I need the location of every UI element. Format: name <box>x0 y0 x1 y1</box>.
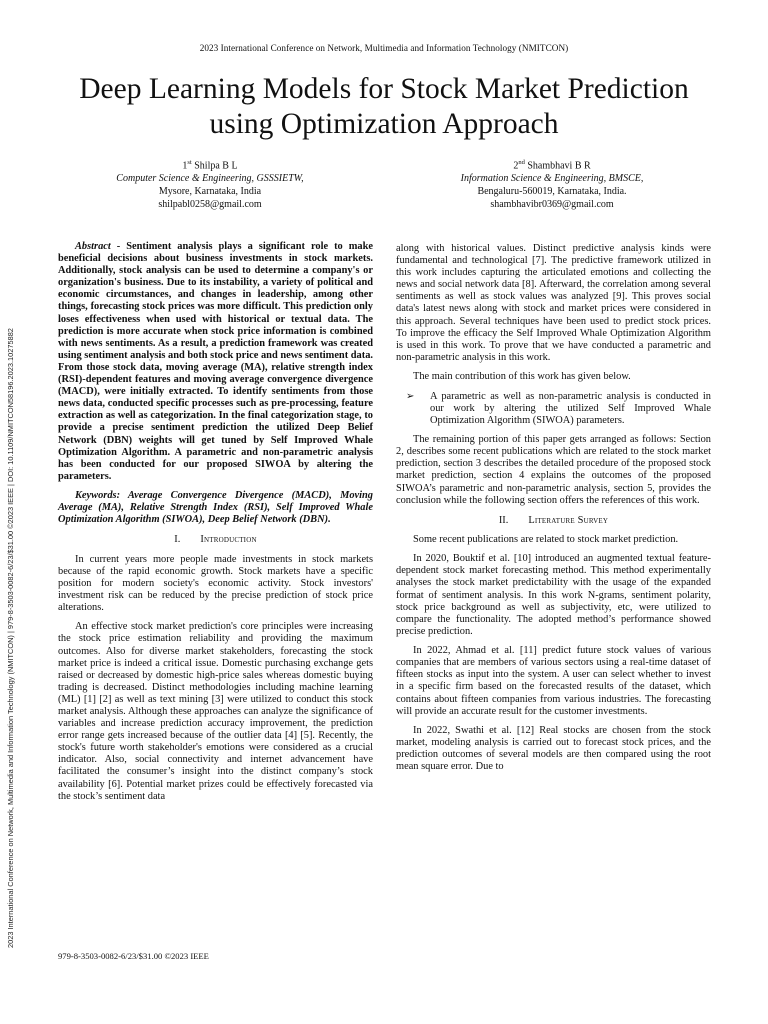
abstract-label: Abstract <box>75 241 111 252</box>
right-column <box>396 243 711 781</box>
author-email: shilpabl0258@gmail.com <box>158 199 262 211</box>
paragraph: Some recent publications are related to stock market prediction. <box>413 533 679 545</box>
author-name: Shilpa B L <box>194 160 238 172</box>
paper-title <box>30 72 738 142</box>
author-location: Mysore, Karnataka, India <box>158 186 262 198</box>
left-column <box>58 241 373 810</box>
author-ordinal: 2 <box>513 160 519 172</box>
section-title: Literature Survey <box>528 514 609 526</box>
author-email: shambhavibr0369@gmail.com <box>490 199 614 211</box>
section-heading-introduction <box>58 534 373 546</box>
title-line-2: using Optimization Approach <box>209 108 559 140</box>
author-location: Bengaluru-560019, Karnataka, India. <box>477 186 627 198</box>
author-ordinal: 1 <box>182 160 188 172</box>
section-number: I. <box>174 534 181 546</box>
author-ordinal-suffix: nd <box>518 159 525 166</box>
section-number: II. <box>498 514 509 526</box>
arrow-bullet-icon: ➢ <box>406 390 415 402</box>
paragraph: The main contribution of this work has given below. <box>413 371 631 383</box>
paragraph: along with historical values. Distinct predictive analysis kinds were fundamental and technological [7]. The predictive framework utilized in this work includes capturing the articulated emotions and collecting the news and social network data [8]. Afterward, the correlation among several sentiments as well as stock values was analyzed [9]. This proves social data's latest news along with stock and market prices were considered in this approach. Several techniques have been used to predict stock prices. To improve the efficacy the Self Improved Whale Optimization Algorithm is used in this work. To prove that we have conducted a parametric and non-parametric analysis in this work. <box>396 243 711 363</box>
contribution-list-item <box>396 391 711 427</box>
paragraph: In current years more people made investments in stock markets because of the rapid economic growth. Stock markets have a specific position for modern society's economic activity. Stock investors' investment risk can be reduced by the precise prediction of stock price alterations. <box>58 553 373 613</box>
paragraph: In 2022, Ahmad et al. [11] predict future stock values of various companies that are members of various sectors using a real-time dataset of fifteen stocks as input into the system. A user can select whether to invest in a specific firm based on the forecasted results of the dataset, which contains about fifteen companies from various industries. The forecasting will provide an accurate result for the customer investments. <box>396 645 711 717</box>
title-line-1: Deep Learning Models for Stock Market Prediction <box>79 73 689 105</box>
author-affiliation: Information Science & Engineering, BMSCE, <box>460 173 644 185</box>
author-ordinal-suffix: st <box>187 159 192 166</box>
author-block-1 <box>70 156 350 211</box>
author-name-line <box>412 156 692 172</box>
paragraph: An effective stock market prediction's core principles were increasing the stock price estimation reliability and providing the maximum outcomes. Also for diverse market stakeholders, forecasting the stock market price is indeed a critical issue. Domestic purchasing exchange gets raised or decreased by domestic high-price sales whereas domestic buying trading is decreased. Distinct methodologies including machine learning (ML) [1] [2] as well as text mining [3] were utilized to conduct this stock market analysis. Although these approaches can analyze the significance of variables and increase prediction accuracy improvement, the prediction error range gets increased because of the outlier data [4] [5]. Recently, the stock's future worth stakeholder's emotions were considered as a crucial indicator. Also, social connectivity and internet advancement have facilitated the consumer’s insight into the distinct company’s stock availability [6]. Potential market prizes could be effectively forecasted via the stock’s sentiment data <box>58 621 373 802</box>
list-item-text: A parametric as well as non-parametric analysis is conducted in our work by altering the utilized Self Improved Whale Optimization Algorithm (SIWOA) parameters. <box>430 390 711 426</box>
author-name: Shambhavi B R <box>527 160 591 172</box>
doi-sidebar: 2023 International Conference on Network, Multimedia and Information Technology (NMITCON) | 979-8-3503-0082-6/23/$31.00 ©2023 IEEE | DOI: 10.1109/NMITCON58196.2023.10275882 <box>6 328 15 948</box>
section-title: Introduction <box>200 534 257 546</box>
author-name-line <box>70 156 350 172</box>
section-heading-literature-survey <box>396 515 711 527</box>
author-affiliation: Computer Science & Engineering, GSSSIETW, <box>116 173 304 185</box>
copyright-footer: 979-8-3503-0082-6/23/$31.00 ©2023 IEEE <box>58 951 209 961</box>
conference-header: 2023 International Conference on Network, Multimedia and Information Technology (NMITCON) <box>199 43 569 53</box>
paragraph: The remaining portion of this paper gets arranged as follows: Section 2, describes some recent publications which are related to the stock market prediction, section 3 describes the detailed procedure of the proposed stock market prediction, section 4 explains the outcomes of the proposed SIWOA’s parametric and non-parametric analysis, section 5, provides the conclusion while the following section offers the references of this work. <box>396 434 711 506</box>
keywords: Keywords: Average Convergence Divergence (MACD), Moving Average (MA), Relative Strength Index (RSI), Self Improved Whale Optimization Algorithm (SIWOA), Deep Belief Network (DBN). <box>58 490 373 526</box>
abstract-text: - Sentiment analysis plays a significant role to make beneficial decisions about business investments in stock markets. Additionally, stock analysis can be used to determine a company's or organization's business. Due to its instability, a variety of political and economic circumstances, and changes in leadership, among other things, forecasting stock prices was more difficult. This prediction only loses effectiveness when used with historical or textual data. The prediction is more accurate when stock price information is combined with news sentiments. As a result, a prediction framework was created using sentiment analysis and both stock price and news sentiment data. From those stock data, moving average (MA), relative strength index (RSI)-dependent features and moving average convergence divergence (MACD), were initially extracted. To identify sentiments from those news data, conducted specific processes such as pre-processing, feature extraction as well as categorization. In the final categorization stage, to provide a precise sentiment prediction the utilized Deep Belief Network (DBN) weights will get tuned by Self Improved Whale Optimization Algorithm. A parametric and non-parametric analysis has been conducted for our proposed SIWOA by altering the parameters. <box>58 241 373 482</box>
abstract <box>58 241 373 483</box>
paragraph: In 2022, Swathi et al. [12] Real stocks are chosen from the stock market, modeling analysis is carried out to forecast stock prices, and the prediction outcomes of several models are then compared using the root mean square error. Due to <box>396 725 711 773</box>
author-block-2 <box>412 156 692 211</box>
paragraph: In 2020, Bouktif et al. [10] introduced an augmented textual feature-dependent stock market forecasting method. This method experimentally analyses the stock market predictability with the usage of the expanded format of sentiment analysis. In this work N-grams, sentiment polarity, stock price background as well as subjectivity, etc, were utilized to compare the functionality. The adopted method’s performance showed precise prediction. <box>396 553 711 637</box>
